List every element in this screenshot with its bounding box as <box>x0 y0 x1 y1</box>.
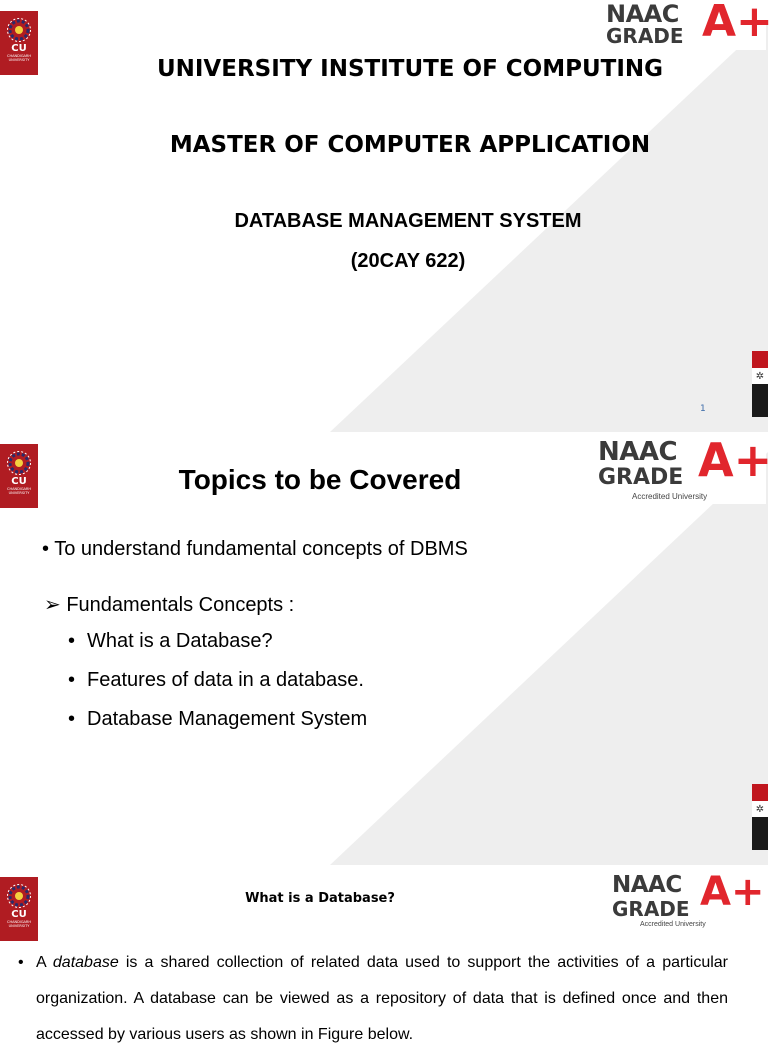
list-item <box>68 630 367 669</box>
sub-list <box>68 630 367 747</box>
arrow-bullet <box>44 592 294 617</box>
naac-word: NAAC <box>598 437 678 467</box>
bullet-dot: • <box>68 669 76 691</box>
institute-title: UNIVERSITY INSTITUTE OF COMPUTING <box>156 56 664 82</box>
bullet-dot: • <box>68 630 76 652</box>
para-prefix: A <box>36 954 53 971</box>
naac-word: NAAC <box>612 872 682 898</box>
logo-subtext: CHANDIGARH UNIVERSITY <box>7 920 31 928</box>
emblem-icon <box>6 17 32 43</box>
slide-1 <box>0 0 773 432</box>
cu-logo <box>0 11 38 75</box>
para-emphasis: database <box>52 954 119 971</box>
list-item <box>68 708 367 747</box>
arrow-bullet-text: Fundamentals Concepts : <box>66 594 295 616</box>
grade-word: GRADE <box>598 465 684 490</box>
accredited-label: Accredited University <box>632 492 708 501</box>
a-plus: A+ <box>700 869 765 915</box>
paragraph <box>18 945 728 1053</box>
logo-text: CU <box>11 43 27 54</box>
bullet-dot: • <box>18 954 24 971</box>
program-title: MASTER OF COMPUTER APPLICATION <box>169 132 651 158</box>
arrow-icon: ➢ <box>44 594 61 616</box>
list-item-text: Features of data in a database. <box>87 669 364 691</box>
cu-logo <box>0 877 38 941</box>
para-rest: is a shared collection of related data used to support the activities of a particular organization. A database can be viewed as a repository of data that is defined once and then accessed by various users as shown in Figure below. <box>36 954 728 1043</box>
slide-heading: What is a Database? <box>245 891 395 906</box>
main-bullet <box>42 538 468 561</box>
list-item-text: What is a Database? <box>87 630 273 652</box>
a-plus: A+ <box>702 0 773 47</box>
slide-3 <box>0 865 768 1043</box>
list-item-text: Database Management System <box>87 708 368 730</box>
bullet-dot: • <box>42 538 50 560</box>
naac-badge <box>608 869 766 933</box>
subject-code: (20CAY 622) <box>350 250 466 272</box>
cu-logo <box>0 444 38 508</box>
side-marker <box>752 784 768 850</box>
side-marker <box>752 351 768 417</box>
main-bullet-text: To understand fundamental concepts of DBMS <box>54 538 468 560</box>
naac-badge <box>606 0 773 50</box>
emblem-icon <box>6 450 32 476</box>
gear-icon: ✲ <box>752 801 768 817</box>
gear-icon: ✲ <box>752 368 768 384</box>
paragraph-text <box>36 945 728 1053</box>
logo-text: CU <box>11 476 27 487</box>
grade-word: GRADE <box>606 24 684 48</box>
logo-subtext: CHANDIGARH UNIVERSITY <box>7 487 31 495</box>
a-plus: A+ <box>698 433 773 487</box>
list-item <box>68 669 367 708</box>
emblem-icon <box>6 883 32 909</box>
bullet-dot: • <box>68 708 76 730</box>
naac-badge <box>594 433 773 504</box>
slide-heading: Topics to be Covered <box>178 464 462 495</box>
grade-word: GRADE <box>612 897 690 921</box>
logo-subtext: CHANDIGARH UNIVERSITY <box>7 54 31 62</box>
subject-title: DATABASE MANAGEMENT SYSTEM <box>234 210 582 232</box>
naac-word: NAAC <box>606 0 679 28</box>
page-number: 1 <box>700 404 706 414</box>
logo-text: CU <box>11 909 27 920</box>
slide-2 <box>0 432 773 865</box>
accredited-label: Accredited University <box>640 921 706 928</box>
